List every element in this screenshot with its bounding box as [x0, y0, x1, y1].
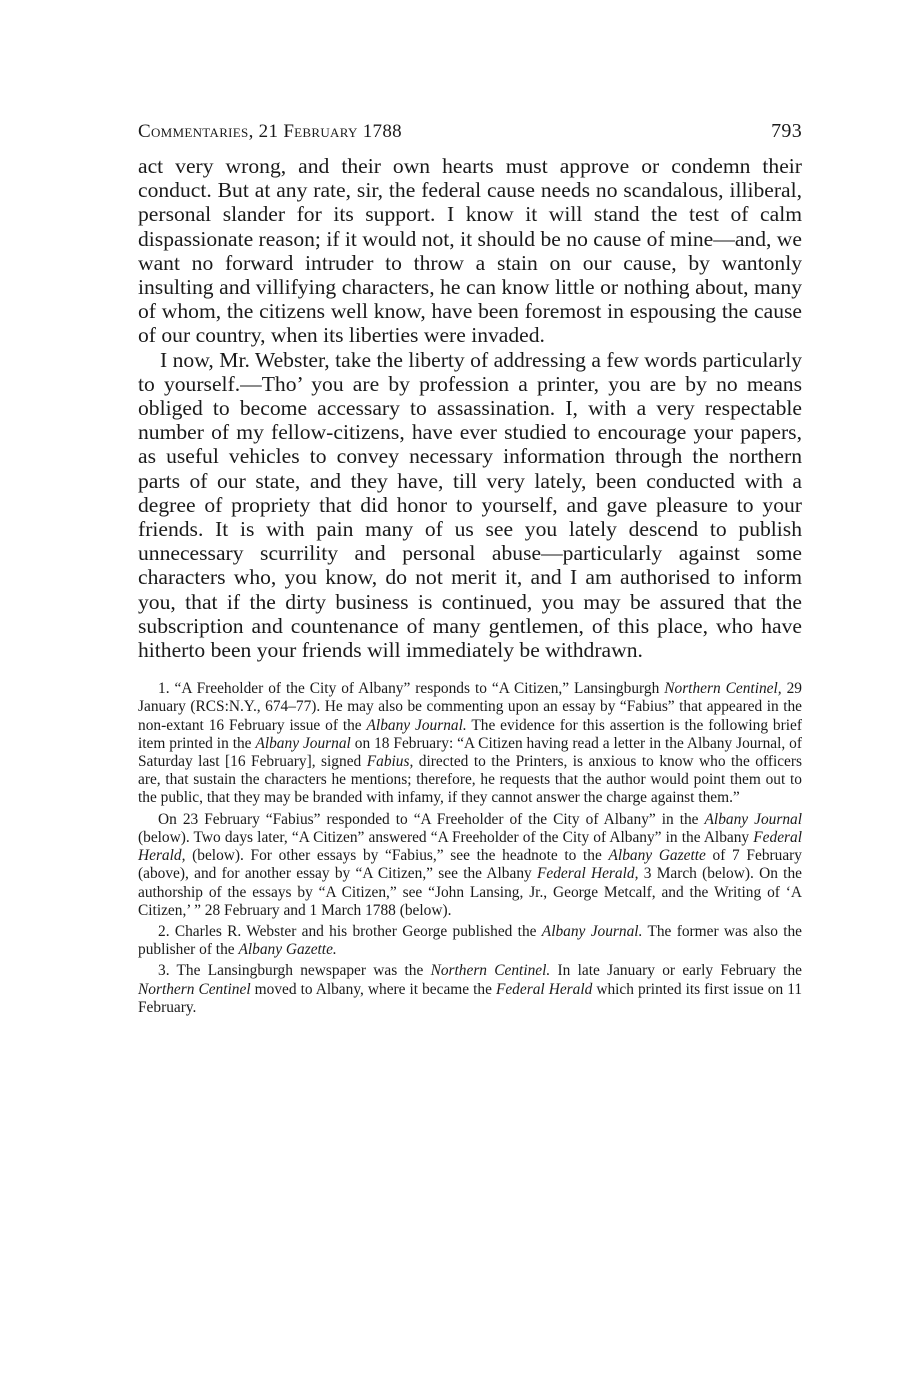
- note-italic: Northern Centinel: [138, 980, 251, 998]
- body-paragraph: act very wrong, and their own hearts must approve or condemn their conduct. But at any rate, sir, the federal cause needs no scandalous, illiberal, personal slander for its support. I know it will stand the test of calm dispassionate reason; if it would not, it should be no cause of mine—and, we want no forward intruder to throw a stain on our cause, by wantonly insulting and villifying characters, he can know little or nothing about, many of whom, the citizens well know, have been foremost in espousing the cause of our country, when its liberties were invaded.: [138, 154, 802, 348]
- note-text: (below). For other essays by “Fabius,” see the headnote to the: [185, 847, 609, 865]
- note-italic: Albany Gazette: [608, 847, 706, 865]
- note-italic: Albany Journal.: [366, 716, 467, 734]
- note-text: On 23 February “Fabius” responded to “A Freeholder of the City of Albany” in the: [158, 810, 705, 828]
- note-italic: Federal Herald,: [138, 828, 802, 865]
- body-text: [138, 154, 802, 662]
- note-text: 1. “A Freeholder of the City of Albany” responds to “A Citizen,” Lansingburgh: [158, 680, 665, 698]
- note-text: of 7 February (above), and for another essay by “A Citizen,” see the Albany: [138, 847, 802, 883]
- note-text: 29 January (RCS:N.Y., 674–77). He may also be commenting upon an essay by “Fabius” that appeared in the non-extant 16 February issue of the: [138, 680, 802, 734]
- note-text: The evidence for this assertion is the following brief item printed in the: [138, 716, 802, 752]
- note-text: The former was also the publisher of the: [138, 922, 803, 959]
- note-1: [138, 680, 802, 807]
- running-head: [138, 120, 802, 154]
- note-2: [138, 923, 802, 959]
- note-italic: Albany Journal: [704, 810, 803, 828]
- note-italic: Northern Centinel,: [664, 680, 782, 698]
- note-italic: Albany Journal: [255, 734, 351, 752]
- note-italic: Albany Journal.: [541, 922, 643, 940]
- editorial-notes: [138, 680, 802, 1017]
- note-1-continued: [138, 811, 802, 920]
- note-italic: Federal Herald,: [537, 865, 639, 883]
- note-text: which printed its first issue on 11 February.: [138, 980, 803, 1016]
- note-italic: Fabius,: [366, 753, 414, 771]
- note-text: on 18 February: “A Citizen having read a letter in the Albany Journal, of Saturday last [16 February], signed: [138, 734, 802, 771]
- note-3: [138, 962, 802, 1017]
- note-italic: Federal Herald: [495, 980, 593, 998]
- note-text: In late January or early February the: [550, 962, 802, 980]
- note-italic: Northern Centinel.: [430, 962, 551, 980]
- note-text: directed to the Printers, is anxious to know who the officers are, that sustain the characters he mentions; therefore, he requests that the author would point them out to the public, that they may be branded with infamy, if they cannot answer the charge against them.”: [138, 753, 802, 807]
- running-head-title: Commentaries, 21 February 1788: [138, 121, 402, 142]
- body-paragraph: I now, Mr. Webster, take the liberty of addressing a few words particularly to yourself.—Tho’ you are by profession a printer, you are by no means obliged to become accessary to assassination. I, with a very respectable number of my fellow-citizens, have ever studied to encourage your papers, as useful vehicles to convey necessary information through the northern parts of our state, and they have, till very lately, been conducted with a degree of propriety that did honor to yourself, and gave pleasure to your friends. It is with pain many of us see you lately descend to publish unnecessary scurrility and personal abuse—particularly against some characters who, you know, do not merit it, and I am authorised to inform you, that if the dirty business is continued, you may be assured that the subscription and countenance of many gentlemen, of this place, who have hitherto been your friends will immediately be withdrawn.: [138, 347, 802, 663]
- note-text: 3. The Lansingburgh newspaper was the: [158, 962, 431, 980]
- note-text: moved to Albany, where it became the: [250, 980, 496, 998]
- page-number: 793: [771, 120, 802, 142]
- note-italic: Albany Gazette.: [238, 941, 337, 959]
- document-page: [138, 120, 802, 1020]
- note-text: 3 March (below). On the authorship of the essays by “A Citizen,” see “John Lansing, Jr., George Metcalf, and the Writing of ‘A Citizen,’ ” 28 February and 1 March 1788 (below).: [138, 865, 802, 919]
- note-text: (below). Two days later, “A Citizen” answered “A Freeholder of the City of Albany” in the Albany: [138, 828, 754, 846]
- note-text: 2. Charles R. Webster and his brother George published the: [158, 922, 542, 940]
